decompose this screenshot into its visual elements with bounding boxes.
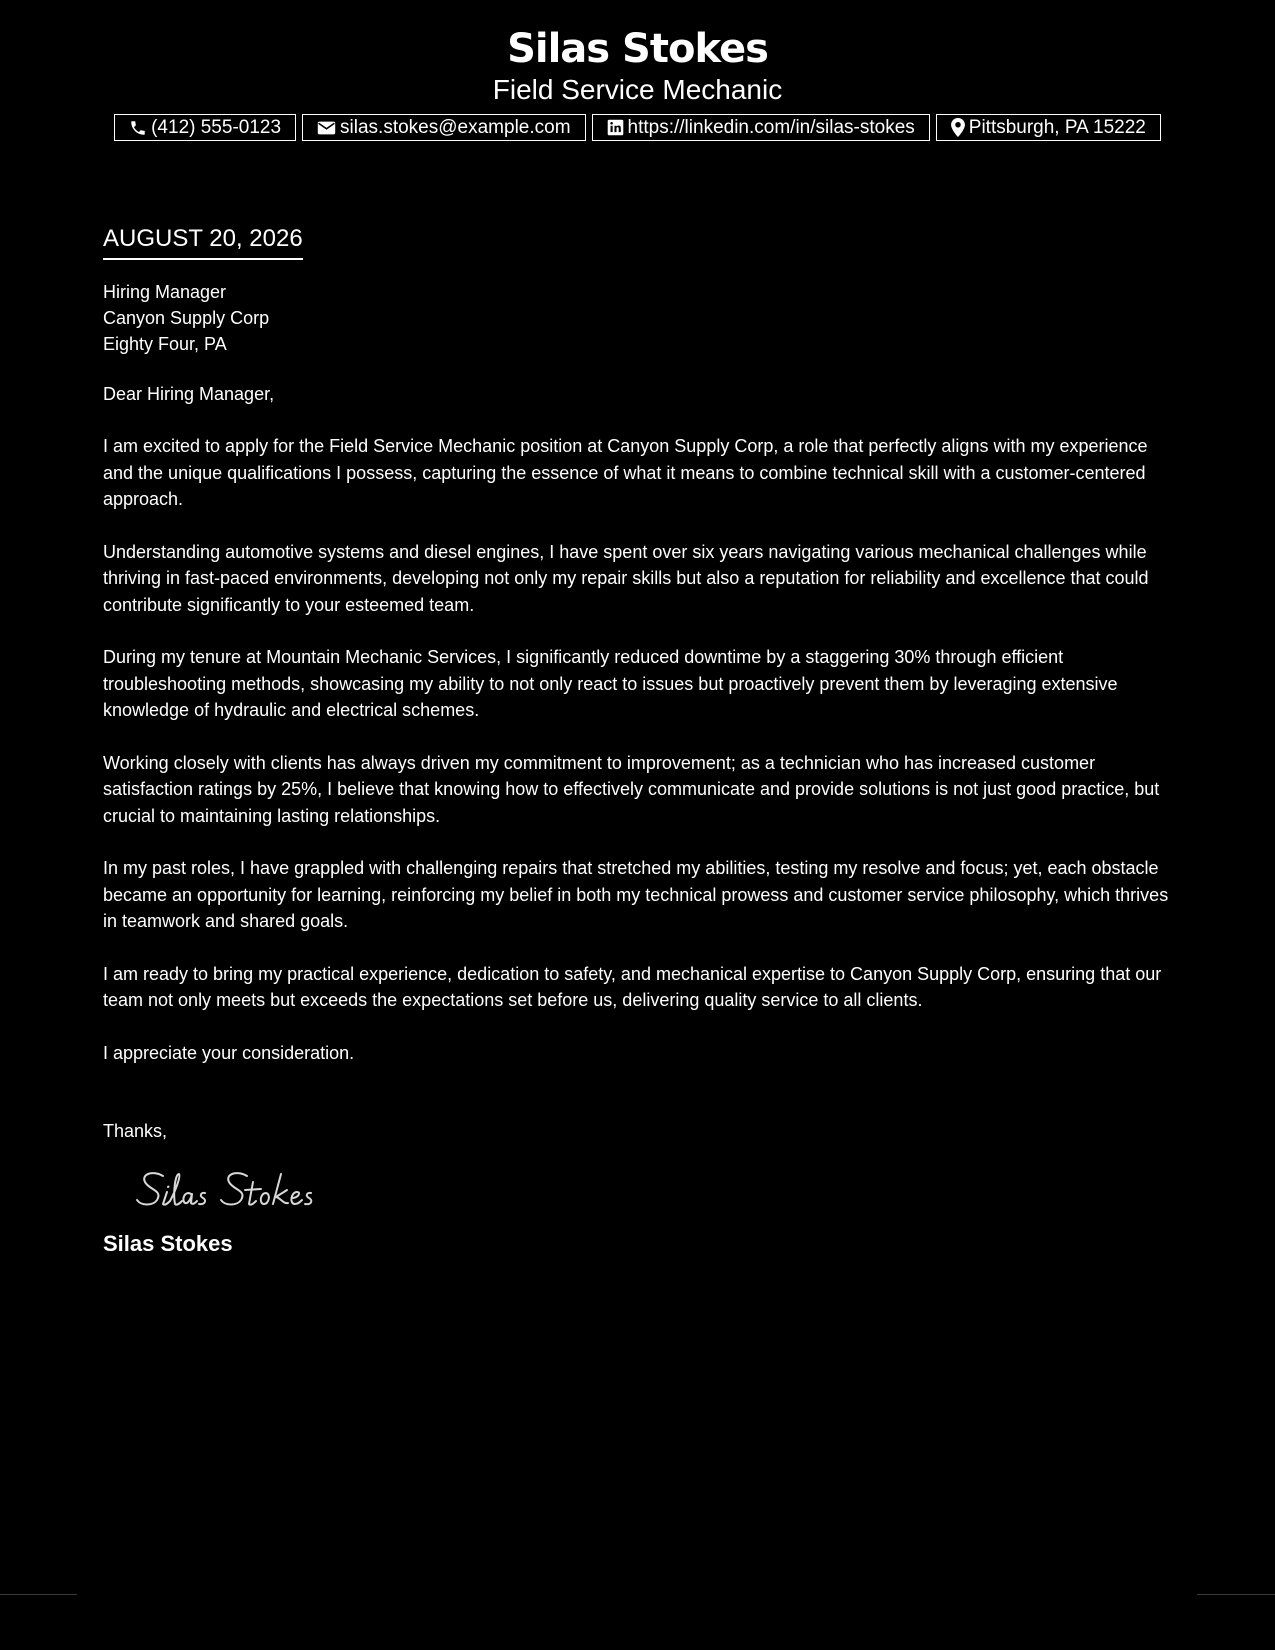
email-text: silas.stokes@example.com	[340, 116, 571, 138]
recipient-line: Canyon Supply Corp	[103, 308, 270, 328]
job-title: Field Service Mechanic	[492, 74, 783, 105]
body-paragraph: I am ready to bring my practical experience, dedication to safety, and mechanical expertise to Canyon Supply Corp, ensuring that our team not only meets but exceeds the expectations set before us, delivering quality service to all clients.	[103, 963, 1162, 1010]
signer-name: Silas Stokes	[103, 1231, 233, 1256]
contact-bar	[103, 114, 1172, 141]
linkedin-contact[interactable]	[592, 114, 930, 141]
phone-icon	[129, 119, 147, 137]
phone-text: (412) 555-0123	[151, 116, 282, 138]
footer-divider-right	[1197, 1594, 1275, 1595]
location-text: Pittsburgh, PA 15222	[968, 116, 1146, 138]
body-paragraph: Understanding automotive systems and diesel engines, I have spent over six years navigating various mechanical challenges while thriving in fast-paced environments, developing not only my repair skills but also a reputation for reliability and excellence that could contribute significantly to your esteemed team.	[103, 541, 1149, 615]
recipient-line: Eighty Four, PA	[103, 334, 227, 354]
handwritten-signature	[135, 1166, 335, 1212]
body-paragraph: I appreciate your consideration.	[103, 1042, 355, 1063]
footer-divider-left	[0, 1594, 77, 1595]
salutation: Dear Hiring Manager,	[103, 384, 275, 404]
cover-letter-page	[103, 0, 1172, 1258]
letter-header	[103, 0, 1172, 141]
map-marker-icon	[951, 118, 965, 137]
recipient-block	[103, 279, 1172, 357]
signature-image	[135, 1166, 1172, 1212]
email-contact[interactable]	[302, 114, 585, 141]
body-paragraph: Working closely with clients has always driven my commitment to improvement; as a technician who has increased customer satisfaction ratings by 25%, I believe that knowing how to effectively communicate and provide solutions is not just good practice, but crucial to maintaining lasting relationships.	[103, 752, 1160, 826]
linkedin-text: https://linkedin.com/in/silas-stokes	[627, 116, 915, 138]
body-paragraph: During my tenure at Mountain Mechanic Services, I significantly reduced downtime by a staggering 30% through efficient troubleshooting methods, showcasing my ability to not only react to issues but proactively prevent them by leveraging extensive knowledge of hydraulic and electrical schemes.	[103, 647, 1118, 720]
envelope-icon	[317, 120, 336, 136]
body-paragraph: I am excited to apply for the Field Service Mechanic position at Canyon Supply Corp, a role that perfectly aligns with my experience and the unique qualifications I possess, capturing the essence of what it means to combine technical skill with a customer-centered approach.	[103, 436, 1148, 509]
recipient-line: Hiring Manager	[103, 282, 227, 302]
applicant-name: Silas Stokes	[507, 26, 768, 72]
location-contact[interactable]	[936, 114, 1161, 141]
body-paragraph: In my past roles, I have grappled with challenging repairs that stretched my abilities, testing my resolve and focus; yet, each obstacle became an opportunity for learning, reinforcing my belief in both my technical prowess and customer service philosophy, which thrives in teamwork and shared goals.	[103, 858, 1169, 931]
letter-date: AUGUST 20, 2026	[103, 223, 303, 260]
closing: Thanks,	[103, 1121, 168, 1141]
linkedin-icon	[607, 119, 624, 136]
phone-contact[interactable]	[114, 114, 296, 141]
